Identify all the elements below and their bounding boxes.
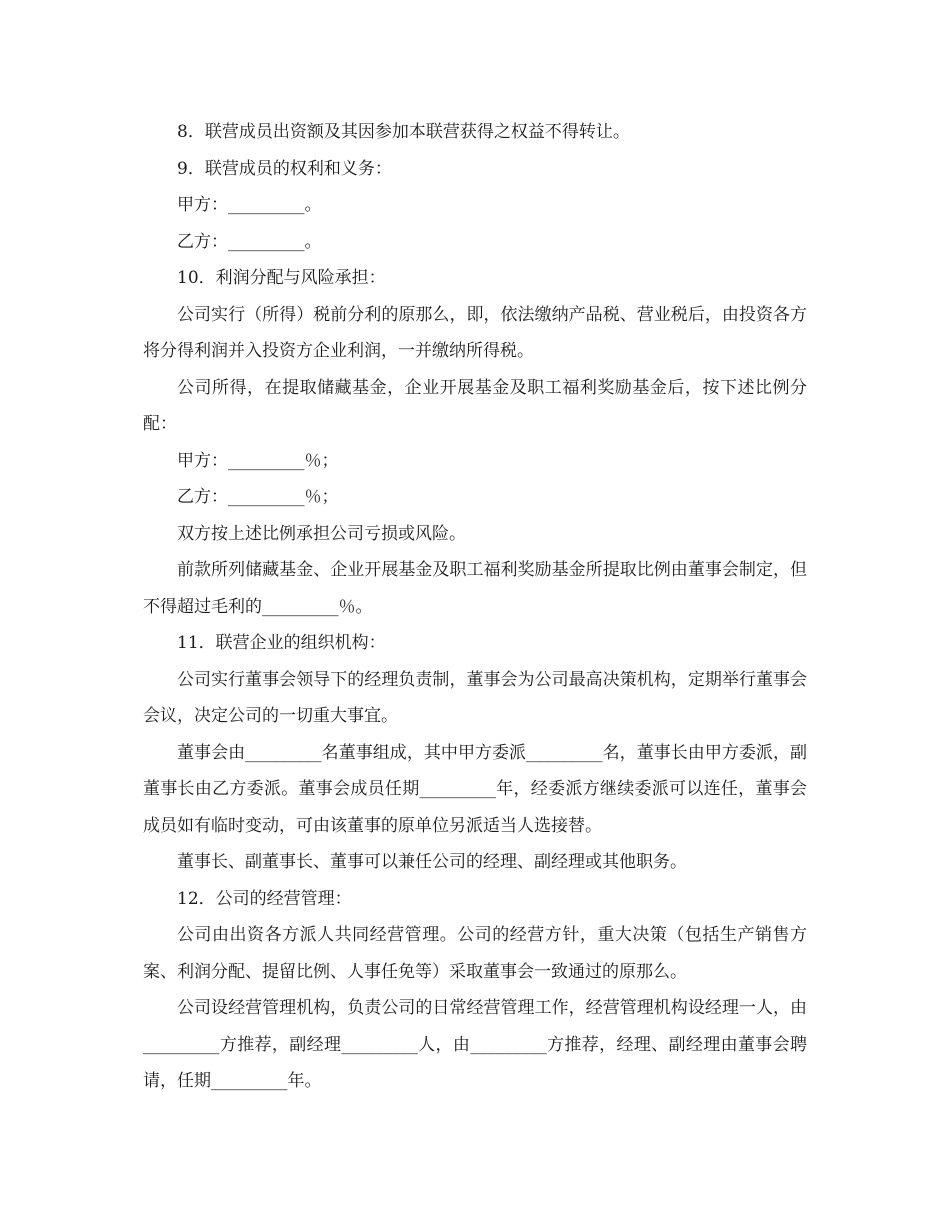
clause-8-transfer: 8．联营成员出资额及其因参加本联营获得之权益不得转让。 — [177, 122, 630, 142]
tax-paragraph: 公司实行（所得）税前分利的原那么，即，依法缴纳产品税、营业税后，由投资各方将分得利润并入投资方企业利润，一并缴纳所得税。 — [143, 304, 807, 361]
clause-12-heading: 12．公司的经营管理： — [177, 888, 352, 909]
clause-10-heading: 10．利润分配与风险承担： — [177, 268, 386, 288]
clause-11-heading: 11．联营企业的组织机构： — [177, 633, 386, 653]
party-b-rights: 乙方：_________。 — [177, 231, 322, 252]
board-composition-paragraph: 董事会由_________名董事组成，其中甲方委派_________名，董事长由甲方委派，副董事长由乙方委派。董事会成员任期_________年，经委派方继续委派可以连任，董事会成员如有临时变动，可由该董事的原单位另派适当人选接替。 — [143, 742, 807, 836]
joint-management-paragraph: 公司由出资各方派人共同经营管理。公司的经营方针，重大决策（包括生产销售方案、利润分配、提留比例、人事任免等）采取董事会一致通过的原那么。 — [143, 925, 807, 982]
document-body — [143, 114, 807, 1100]
risk-sharing-paragraph: 双方按上述比例承担公司亏损或风险。 — [177, 523, 466, 544]
management-body-paragraph: 公司设经营管理机构，负责公司的日常经营管理工作，经营管理机构设经理一人，由_________方推荐，副经理_________人，由_________方推荐，经理、副经理由董事会聘请，任期_________年。 — [143, 998, 807, 1091]
party-a-share: 甲方：_________％； — [177, 450, 339, 471]
board-system-paragraph: 公司实行董事会领导下的经理负责制，董事会为公司最高决策机构，定期举行董事会会议，决定公司的一切重大事宜。 — [143, 669, 807, 726]
fund-ratio-paragraph: 前款所列储藏基金、企业开展基金及职工福利奖励基金所提取比例由董事会制定，但不得超过毛利的_________％。 — [143, 560, 807, 617]
profit-distribution-paragraph: 公司所得，在提取储藏基金，企业开展基金及职工福利奖励基金后，按下述比例分配： — [143, 377, 807, 434]
concurrent-roles-paragraph: 董事长、副董事长、董事可以兼任公司的经理、副经理或其他职务。 — [177, 852, 687, 872]
clause-9-heading: 9．联营成员的权利和义务： — [177, 158, 392, 179]
party-a-rights: 甲方：_________。 — [177, 195, 322, 215]
party-b-share: 乙方：_________％； — [177, 487, 339, 507]
